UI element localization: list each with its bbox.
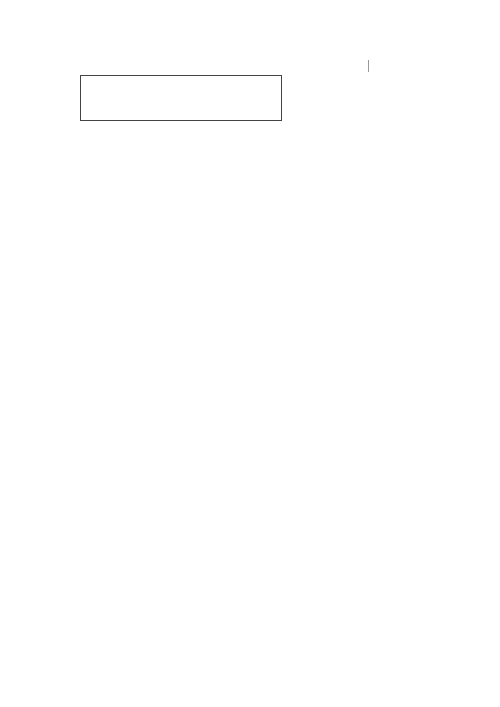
margin-rule	[368, 60, 369, 72]
document-page	[75, 59, 367, 127]
box-row-2	[86, 91, 276, 104]
expression-box	[80, 75, 282, 121]
box-row-1	[86, 78, 276, 91]
match-header	[75, 59, 367, 72]
box-row-3	[86, 105, 276, 118]
